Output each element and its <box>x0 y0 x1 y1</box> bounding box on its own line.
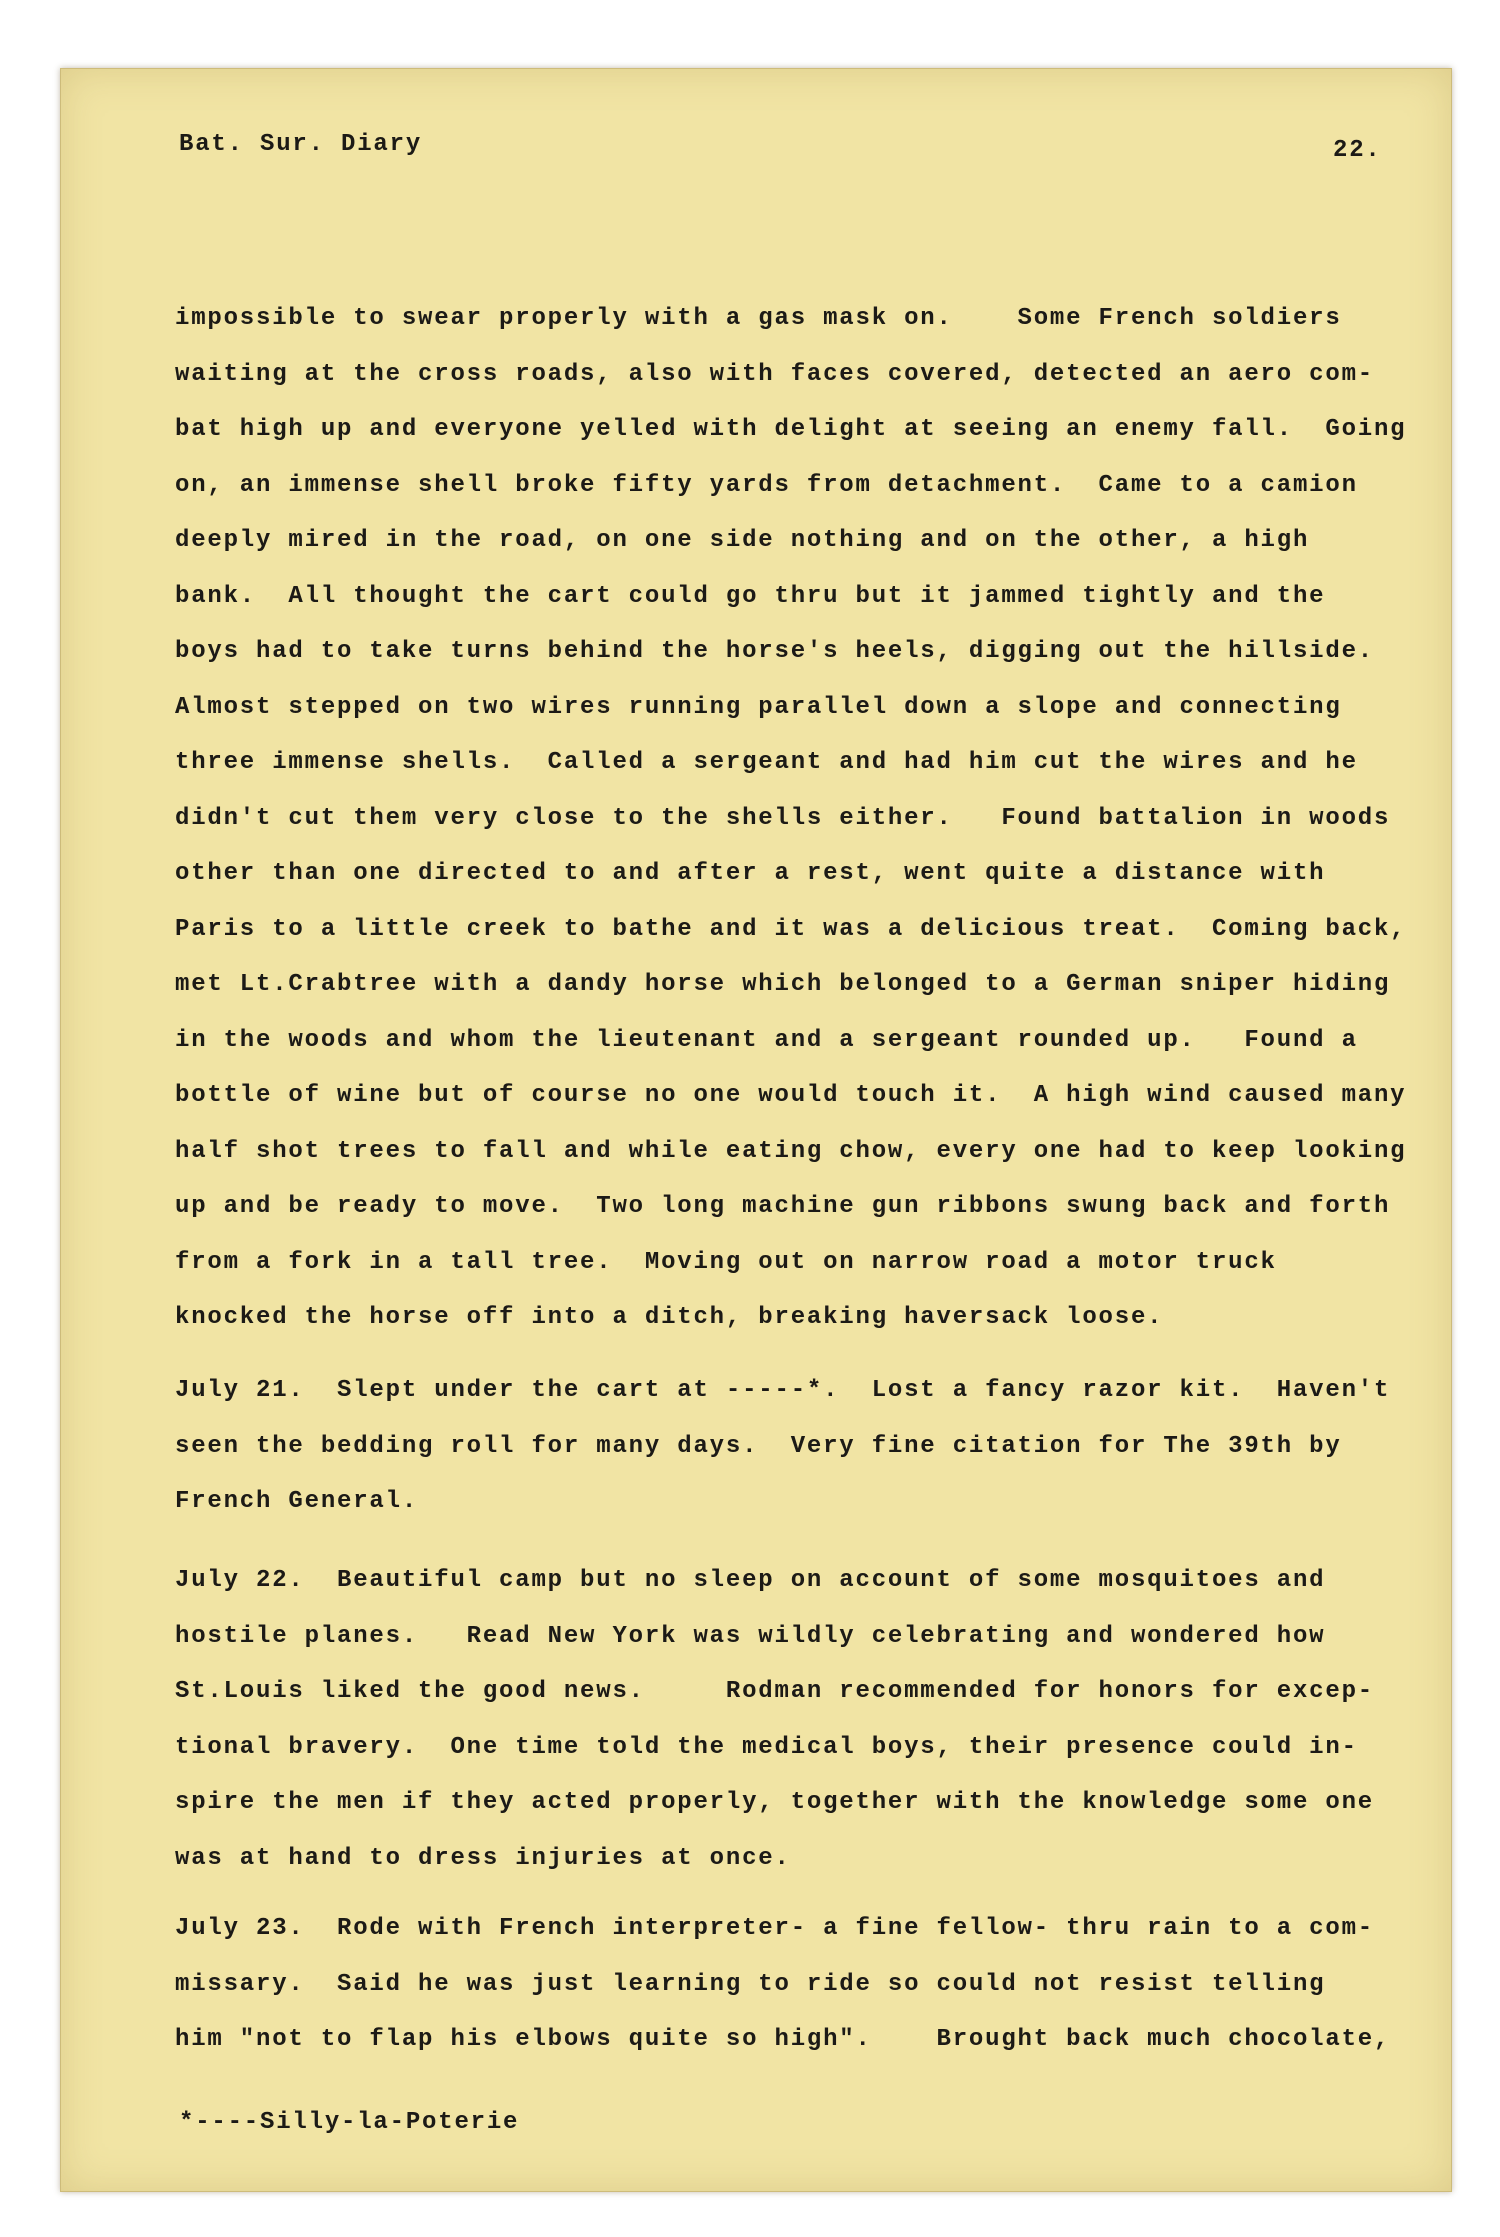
text-line: knocked the horse off into a ditch, breaking haversack loose. <box>175 1304 1164 1331</box>
text-line: met Lt.Crabtree with a dandy horse which belonged to a German sniper hiding <box>175 971 1391 998</box>
text-line: waiting at the cross roads, also with faces covered, detected an aero com- <box>175 360 1374 388</box>
text-line: July 21. Slept under the cart at -----*. Lost a fancy razor kit. Haven't <box>175 1377 1391 1404</box>
page-number: 22. <box>1333 137 1382 164</box>
text-line: bank. All thought the cart could go thru but it jammed tightly and the <box>175 582 1326 610</box>
paragraph-gas-mask <box>175 291 1452 1346</box>
text-line: up and be ready to move. Two long machine gun ribbons swung back and forth <box>175 1193 1391 1220</box>
document-header-title: Bat. Sur. Diary <box>179 131 423 158</box>
text-line: tional bravery. One time told the medical boys, their presence could in- <box>175 1733 1358 1761</box>
paragraph-july-23 <box>175 1901 1452 2068</box>
text-line: other than one directed to and after a rest, went quite a distance with <box>175 860 1326 887</box>
text-line: July 22. Beautiful camp but no sleep on account of some mosquitoes and <box>175 1567 1326 1594</box>
text-line: Paris to a little creek to bathe and it was a delicious treat. Coming back, <box>175 915 1407 943</box>
text-line: hostile planes. Read New York was wildly celebrating and wondered how <box>175 1622 1326 1650</box>
text-line: bat high up and everyone yelled with delight at seeing an enemy fall. Going <box>175 416 1407 443</box>
text-line: from a fork in a tall tree. Moving out on narrow road a motor truck <box>175 1248 1277 1276</box>
paragraph-july-21 <box>175 1363 1452 1530</box>
text-line: on, an immense shell broke fifty yards from detachment. Came to a camion <box>175 471 1358 499</box>
typed-page <box>60 68 1452 2192</box>
text-line: was at hand to dress injuries at once. <box>175 1844 791 1872</box>
text-line: seen the bedding roll for many days. Very fine citation for The 39th by <box>175 1432 1342 1460</box>
text-line: spire the men if they acted properly, together with the knowledge some one <box>175 1789 1374 1816</box>
text-line: half shot trees to fall and while eating chow, every one had to keep looking <box>175 1137 1407 1165</box>
footnote: *----Silly-la-Poterie <box>179 2109 520 2136</box>
paragraph-july-22 <box>175 1553 1452 1886</box>
text-line: didn't cut them very close to the shells either. Found battalion in woods <box>175 804 1391 832</box>
text-line: French General. <box>175 1488 419 1515</box>
text-line: three immense shells. Called a sergeant and had him cut the wires and he <box>175 749 1358 776</box>
text-line: St.Louis liked the good news. Rodman recommended for honors for excep- <box>175 1678 1374 1705</box>
text-line: boys had to take turns behind the horse's heels, digging out the hillside. <box>175 638 1374 665</box>
text-line: in the woods and whom the lieutenant and a sergeant rounded up. Found a <box>175 1026 1358 1054</box>
text-line: deeply mired in the road, on one side nothing and on the other, a high <box>175 527 1310 554</box>
text-line: bottle of wine but of course no one would touch it. A high wind caused many <box>175 1082 1407 1109</box>
text-line: impossible to swear properly with a gas mask on. Some French soldiers <box>175 305 1342 332</box>
text-line: Almost stepped on two wires running parallel down a slope and connecting <box>175 693 1342 721</box>
text-line: him "not to flap his elbows quite so high". Brought back much chocolate, <box>175 2026 1391 2053</box>
text-line: July 23. Rode with French interpreter- a fine fellow- thru rain to a com- <box>175 1915 1374 1942</box>
text-line: missary. Said he was just learning to ride so could not resist telling <box>175 1970 1326 1998</box>
